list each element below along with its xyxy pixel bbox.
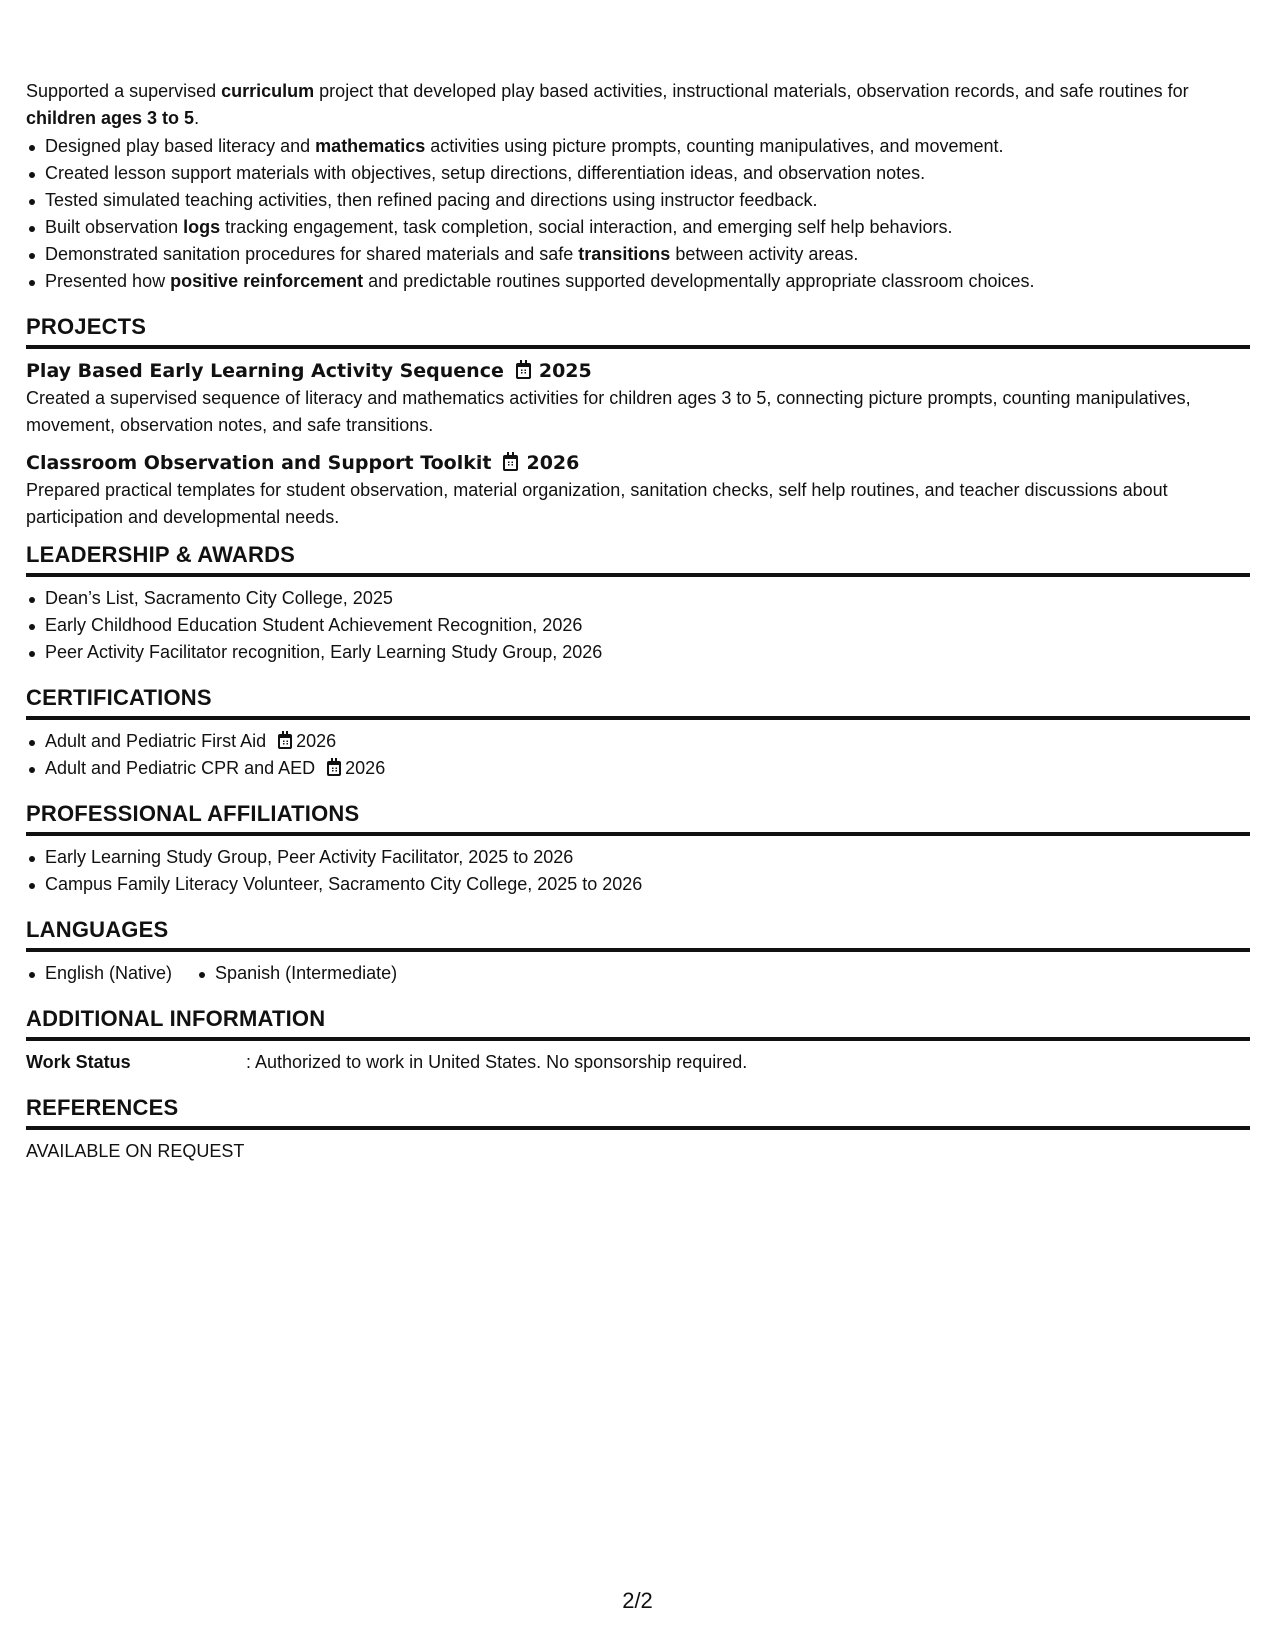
references-text: AVAILABLE ON REQUEST bbox=[26, 1141, 245, 1161]
list-item: Built observation logs tracking engagement, task completion, social interaction, and emerging self help behaviors. bbox=[26, 214, 1250, 241]
languages-section bbox=[26, 916, 1250, 987]
certifications-section bbox=[26, 684, 1250, 782]
work-status-row bbox=[26, 1049, 1250, 1076]
list-item: Presented how positive reinforcement and predictable routines supported developmentally appropriate classroom choices. bbox=[26, 268, 1250, 295]
list-item bbox=[26, 755, 1250, 782]
resume-page bbox=[26, 78, 1250, 1165]
list-item: Created lesson support materials with objectives, setup directions, differentiation ideas, and observation notes. bbox=[26, 160, 1250, 187]
project-title bbox=[26, 357, 1250, 385]
section-heading: LEADERSHIP & AWARDS bbox=[26, 541, 1250, 577]
calendar-icon bbox=[327, 761, 341, 776]
section-heading: CERTIFICATIONS bbox=[26, 684, 1250, 720]
section-heading: LANGUAGES bbox=[26, 916, 1250, 952]
summary-text: Supported a supervised bbox=[26, 81, 222, 101]
page-number: 2/2 bbox=[622, 1588, 653, 1613]
certification-name: Adult and Pediatric CPR and AED bbox=[45, 758, 316, 778]
list-item bbox=[26, 728, 1250, 755]
work-status-value: : Authorized to work in United States. No sponsorship required. bbox=[246, 1052, 748, 1072]
leadership-section bbox=[26, 541, 1250, 666]
calendar-icon bbox=[503, 455, 518, 471]
section-heading: REFERENCES bbox=[26, 1094, 1250, 1130]
summary-text: . bbox=[194, 108, 200, 128]
work-status-label: Work Status bbox=[26, 1052, 131, 1072]
list-item: Early Learning Study Group, Peer Activity Facilitator, 2025 to 2026 bbox=[26, 844, 1250, 871]
summary-keyword: children ages 3 to 5 bbox=[26, 108, 195, 128]
experience-bullets bbox=[26, 133, 1250, 295]
summary-keyword: curriculum bbox=[221, 81, 315, 101]
section-heading: PROFESSIONAL AFFILIATIONS bbox=[26, 800, 1250, 836]
certifications-list bbox=[26, 728, 1250, 782]
affiliations-section bbox=[26, 800, 1250, 898]
certification-name: Adult and Pediatric First Aid bbox=[45, 731, 267, 751]
project-name: Play Based Early Learning Activity Sequence bbox=[26, 360, 504, 382]
project-title bbox=[26, 449, 1250, 477]
list-item: Peer Activity Facilitator recognition, Early Learning Study Group, 2026 bbox=[26, 639, 1250, 666]
list-item: Demonstrated sanitation procedures for shared materials and safe transitions between activity areas. bbox=[26, 241, 1250, 268]
project-year: 2025 bbox=[538, 360, 592, 382]
project-description: Created a supervised sequence of literacy and mathematics activities for children ages 3 to 5, connecting picture prompts, counting manipulatives, movement, observation notes, and safe transitions. bbox=[26, 388, 1191, 435]
project-name: Classroom Observation and Support Toolkit bbox=[26, 452, 492, 474]
certification-year: 2026 bbox=[345, 758, 386, 778]
section-heading: ADDITIONAL INFORMATION bbox=[26, 1005, 1250, 1041]
additional-info-section bbox=[26, 1005, 1250, 1076]
list-item: English (Native) bbox=[26, 960, 172, 987]
list-item: Early Childhood Education Student Achievement Recognition, 2026 bbox=[26, 612, 1250, 639]
list-item: Spanish (Intermediate) bbox=[196, 960, 397, 987]
references-section bbox=[26, 1094, 1250, 1165]
project-year: 2026 bbox=[526, 452, 580, 474]
list-item: Campus Family Literacy Volunteer, Sacramento City College, 2025 to 2026 bbox=[26, 871, 1250, 898]
calendar-icon bbox=[516, 363, 531, 379]
languages-list bbox=[26, 960, 1250, 987]
projects-section bbox=[26, 313, 1250, 531]
affiliations-list bbox=[26, 844, 1250, 898]
certification-year: 2026 bbox=[296, 731, 337, 751]
list-item: Tested simulated teaching activities, then refined pacing and directions using instructor feedback. bbox=[26, 187, 1250, 214]
project-description: Prepared practical templates for student observation, material organization, sanitation checks, self help routines, and teacher discussions about participation and developmental needs. bbox=[26, 480, 1168, 527]
section-heading: PROJECTS bbox=[26, 313, 1250, 349]
leadership-list bbox=[26, 585, 1250, 666]
list-item: Dean’s List, Sacramento City College, 2025 bbox=[26, 585, 1250, 612]
experience-summary bbox=[26, 78, 1250, 132]
summary-text: project that developed play based activities, instructional materials, observation records, and safe routines for bbox=[314, 81, 1189, 101]
list-item: Designed play based literacy and mathematics activities using picture prompts, counting manipulatives, and movement. bbox=[26, 133, 1250, 160]
calendar-icon bbox=[278, 734, 292, 749]
